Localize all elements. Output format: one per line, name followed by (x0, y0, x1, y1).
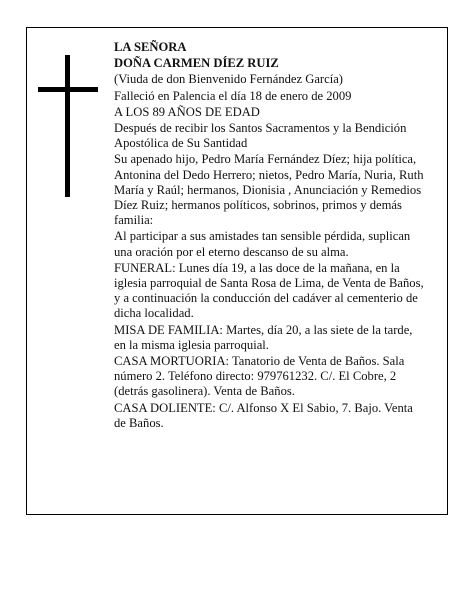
funeral-home-paragraph: CASA MORTUORIA: Tanatorio de Venta de Baños. Sala número 2. Teléfono directo: 979761232. C/. El Cobre, 2 (detrás gasolinera). Venta de Baños. (114, 354, 405, 399)
request-paragraph: Al participar a sus amistades tan sensible pérdida, suplican una oración por el eterno descanso de su alma. (114, 229, 411, 259)
widow-of-line: (Viuda de don Bienvenido Fernández García) (114, 72, 343, 87)
age-line: A LOS 89 AÑOS DE EDAD (114, 104, 260, 119)
death-line: Falleció en Palencia el día 18 de enero de 2009 (114, 88, 352, 103)
sacraments-paragraph: Después de recibir los Santos Sacramentos y la Bendición Apostólica de Su Santidad (114, 121, 407, 151)
funeral-paragraph: FUNERAL: Lunes día 19, a las doce de la mañana, en la iglesia parroquial de Santa Rosa de Lima, de Venta de Baños, y a continuación la conducción del cadáver al cementerio de dicha localidad. (114, 260, 424, 321)
cross-icon (38, 55, 98, 197)
obituary-text (114, 40, 424, 432)
cross-vertical-bar (65, 55, 70, 197)
mourning-house-paragraph: CASA DOLIENTE: C/. Alfonso X El Sabio, 7. Bajo. Venta de Baños. (114, 400, 413, 430)
family-paragraph: Su apenado hijo, Pedro María Fernández Díez; hija política, Antonina del Dedo Herrero; nietos, Pedro María, Nuria, Ruth María y Raúl; hermanos, Dionisia , Anunciación y Remedios Díez Ruiz; hermanos políticos, sobrinos, primos y demás familia: (114, 152, 424, 228)
deceased-name: DOÑA CARMEN DÍEZ RUIZ (114, 56, 279, 71)
cross-horizontal-bar (38, 87, 98, 92)
family-mass-paragraph: MISA DE FAMILIA: Martes, día 20, a las siete de la tarde, en la misma iglesia parroquial. (114, 322, 413, 352)
notice-title: LA SEÑORA (114, 40, 187, 54)
